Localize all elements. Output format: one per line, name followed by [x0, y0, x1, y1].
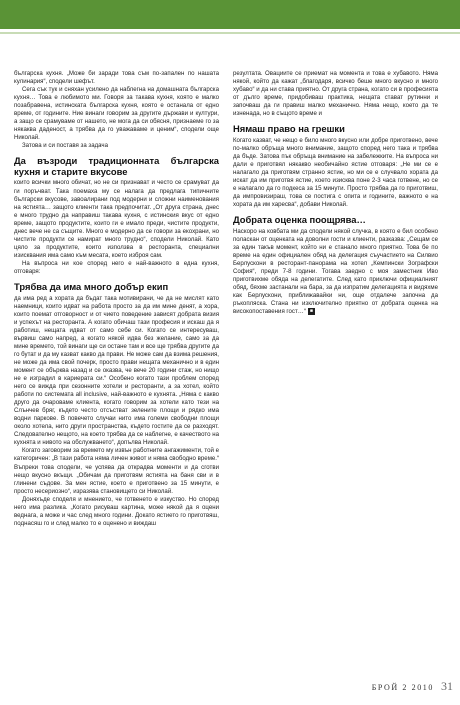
body-paragraph: да има ред а хората да бъдат така мотивирани, че да не мислят като наемници, които идват на работа просто за да им мине денят, а хора, които поемат отговорност и от чието поведение зависят добрата визия и успехът на ресторанта. А когато обичаш тази професия и искаш да я работиш, нещата идват от само себе си. Когато се интересуваш, вървиш само напред, а когато някой идва без желание, само за да мине времето, той винаги ще си остане там и все ще трябва другите да го бутат и да му казват какво да прави. Не може сам да взима решения, не може да има свой почерк, просто прави нещата механично и в един момент се обърква назад и се оказва, че вече 20 години стаж, но нищо не е изградил в кариерата си.“ Особено когато тази проблем според него се вижда при сезонните хотели и ресторанти, а за хотел, който работи по системата all inclusive, най-важното е кухнята. „Няма с какво друго да очароваме клиента, когато говорим за хотели като тези на Слънчев бряг, където често отсъстват зелените площи и рядко има водни паркове. В повечето случаи нито има големи свободни площи около хотела, нито други пространства, където гостите да се разходят. Следователно нещото, на което трябва да се наблегне, е качеството на кухнята и нивото на обслужването“, допълва Николай. — [14, 294, 220, 447]
body-paragraph: Когато заговорим за времето му извън работните ангажименти, той е категоричен: „В тази работа няма личен живот и няма свободно време.“ Въпреки това сподели, че успява да открадва моменти и да сготви нещо вкусно вкъщи. „Обичам да приготвям ястията на баня сви и в глинени съдове. За мен ястие, което е приготвено за 15 минути, е просто несериозно“, изразява становището си Николай. — [14, 447, 219, 495]
body-paragraph: резултата. Овациите се приемат на момента и това е хубавото. Няма някой, който да кажат „благодаря, всичко беше много вкусно и много хубаво“ и да ни става приятно. От друга страна, когато си в професията от дълго време, придобиваш практика, нещата стават рутинни и започваш да ги правиш малко механично. Няма нещо, което да те изненада, но в същото време и — [233, 70, 438, 118]
body-paragraph: Сега сък тук и сняхан усилено да наблегна на домашната българска кухня… Това е любимото ми. Говоря за такава кухня, която е малко позабравена, истинската българска кухня, която е останала от едно време, от годините. Ние винаги говорим за другите държави и култури, а защо се срамуваме от нашето, не мога да си обясня, признаеме го за някаква даденост, а трябва да го уважаваме и ценим“, сподели още Николай. — [14, 86, 219, 142]
right-text-column — [233, 70, 438, 316]
top-accent-line — [0, 32, 460, 34]
issue-label: БРОЙ 2 2010 — [371, 683, 434, 692]
section-heading: Добрата оценка поощрява… — [233, 214, 366, 226]
body-paragraph: които всички много обичат, но не си признават и често се срамуват да ги поръчват. Така поемаха му се налага да предлага типичните български вкусове, завоалирани под модерни и сложни наименования на ястията… защото клиенти така предпочитат. „От друга страна, днес е много трудно да направиш такава кухня, с истинския вкус от едно време, защото продуктите, които ги е имало преди, чистите продукти, днес вече не са същите. Много е модерно да се говори за екохрани, но чистите продукти се намират много трудно“, сподели Николай. Като цяло за продуктите, които използва в ресторанта, специални изисквания има само към месата, което изброя сам. — [14, 179, 219, 259]
body-paragraph: Затова и си поставя за задача — [22, 142, 108, 150]
body-paragraph: българска кухня. „Може би заради това съм по-запален по нашата кулинария“, сподели шефът. — [14, 70, 219, 86]
page-number: 31 — [441, 679, 453, 693]
section-heading: Трябва да има много добър екип — [14, 281, 169, 293]
section-heading: Нямаш право на грешки — [233, 123, 345, 135]
body-paragraph: Когато казват, че нещо е било много вкусно или добре приготвено, вече по-малко обръща много внимание, защото според него така и трябва да бъде. Затова пък обръща внимание на забележките. На въпроса ни дали е приготвял някакво необичайно ястие отговаря: „Не ми се е налагало да приготвям странно ястие, но ми се е случвало хората да искат да им приготвя ястие, което изисква поне 2-3 часа готвене, но се е налагало да го подкеса за 15 минути. Просто трябва да го приготвиш, да импровизираш, това се постига с опита и годините, важното е на хората да им харесва“, добави Николай. — [233, 136, 438, 209]
body-paragraph: Наскоро на ковбата ми да сподели някой случка, в която е бил особено поласкан от оценката на доволни гости и клиенти, разказва: „Сещам се за един такъв момент, който ни е станало много приятно. Това бе по време на един официален обяд на делегация съучастието на Силвио Берлускони в ресторант-панорама на хотел „Кемпински Зографски София“, преди 7-8 години. Тогава заедно с моя заместник Иво приготвихме обяда на делегатите. След като приключи официалният обяд, бяхме застанали на бара, за да изпратим делегацията и видяхме как Берлускони, приближавайки ни, още отдалече започна да ръкопляска. Стана ни изключително приятно от добрата оценка на високопоставения гост…“ ■ — [233, 227, 438, 316]
article-end-icon: ■ — [309, 308, 313, 315]
body-paragraph: На въпроса ни кое според него е най-важното в една кухня, отговаря: — [14, 259, 219, 275]
top-color-band — [0, 0, 460, 29]
left-text-column — [14, 70, 219, 528]
section-heading: Да възроди традиционната българска кухня и старите вкусове — [14, 155, 219, 177]
body-paragraph: Доняхъде споделя и мнението, че готвенето е изкуство. Но според него има разлика. „Когато рисуваш картина, може някой да я оцени веднага, а може и час след много години. Докато ястието го приготвяш, поднасяш го и след малко то е оценено и виждаш — [14, 495, 219, 527]
